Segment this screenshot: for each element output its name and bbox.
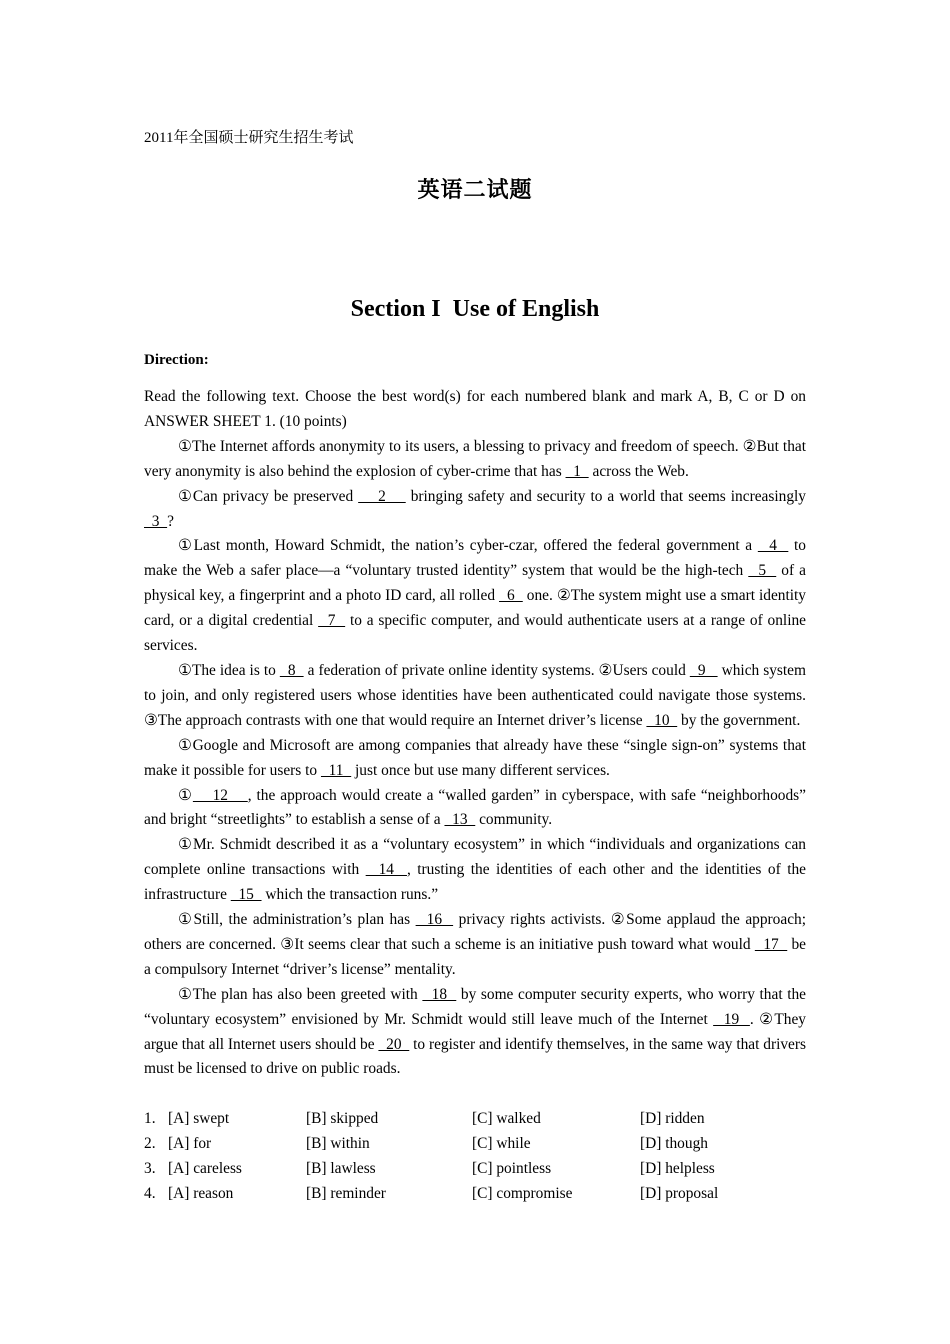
blank-15: 15 [230,886,262,904]
option-c: [C] compromise [472,1184,573,1202]
blank-17: 17 [754,935,788,953]
blank-16: 16 [415,911,454,929]
text-segment: a federation of private online identity systems. ②Users could [303,661,690,679]
exam-header-line: 2011年全国硕士研究生招生考试 [144,130,354,146]
option-b: [B] skipped [306,1110,379,1127]
option-d: [D] ridden [640,1110,705,1127]
question-number: 2. [144,1134,156,1152]
paragraph-1 [144,435,806,485]
text-segment: ①Still, the administration’s plan has [178,911,416,929]
text-segment: privacy rights activists. ②Some applaud the approach; others are concerned. ③It seems clear that such a scheme is an initiative push toward what would [144,911,807,953]
text-segment: , the approach would create a “walled garden” in cyberspace, with safe “neighborhoods” and bright “streetlights” to establish a sense of a [144,786,806,829]
text-segment: community. [475,811,553,829]
text-segment: ①The Internet affords anonymity to its users, a blessing to privacy and freedom of speech. ②But that very anonymity is also behind the explosion of cyber-crime that has [144,437,806,480]
instructions: Read the following text. Choose the best word(s) for each numbered blank and mark A, B, C or D on ANSWER SHEET 1. (10 points) [144,388,806,430]
text-segment: to a specific computer, and would authenticate users at a range of online services. [144,612,807,655]
page-title: 英语二试题 [417,178,533,203]
blank-12: 12 [192,786,248,804]
text-segment: ①The idea is to [178,661,280,679]
blank-6: 6 [499,587,523,605]
text-segment: . ②They argue that all Internet users should be [144,1010,806,1053]
paragraph-2 [144,485,806,535]
blank-9: 9 [689,661,718,679]
text-segment: of a physical key, a fingerprint and a photo ID card, all rolled [144,562,806,605]
blank-5: 5 [748,562,777,580]
text-segment: be a compulsory Internet “driver’s license” mentality. [144,935,807,978]
option-row [144,1182,806,1207]
blank-20: 20 [378,1035,410,1053]
paragraph-7 [144,833,806,908]
text-segment: ①The plan has also been greeted with [178,985,423,1003]
text-segment: to register and identify themselves, in the same way that drivers must be licensed to drive on public roads. [144,1035,807,1078]
option-a: [A] reason [168,1184,234,1202]
option-c: [C] while [472,1134,531,1152]
text-segment: which system to join, and only registered users whose identities have been authenticated could navigate those systems. ③The approach contrasts with one that would require an Internet driver’s license [144,661,806,729]
option-a: [A] swept [168,1110,230,1127]
blank-14: 14 [365,861,407,879]
text-segment: ①Last month, Howard Schmidt, the nation’s cyber-czar, offered the federal government a [178,537,758,555]
blank-3: 3 [144,512,168,530]
text-segment: ① [178,786,193,804]
text-segment: by some computer security experts, who worry that the “voluntary ecosystem” envisioned by Mr. Schmidt would still leave much of the Internet [144,985,807,1028]
blank-13: 13 [444,811,476,829]
text-segment: bringing safety and security to a world that seems increasingly [405,487,807,505]
option-c: [C] pointless [472,1159,552,1177]
text-segment: which the transaction runs.” [261,886,439,904]
option-a: [A] careless [168,1159,242,1177]
option-b: [B] reminder [306,1184,386,1202]
text-segment: just once but use many different services. [351,761,610,779]
option-d: [D] though [640,1134,708,1152]
blank-8: 8 [279,661,304,679]
paragraph-4 [144,659,806,734]
option-b: [B] lawless [306,1159,376,1177]
text-segment: one. ②The system might use a smart identity card, or a digital credential [144,587,806,630]
text-segment: ①Can privacy be preserved [178,487,359,505]
text-segment: to make the Web a safer place—a “voluntary trusted identity” system that would be the high-tech [144,537,806,580]
text-segment: across the Web. [588,462,689,480]
paragraph-5 [144,734,806,784]
text-segment: ? [167,512,174,530]
blank-7: 7 [318,612,346,630]
option-row [144,1157,806,1182]
text-segment: ①Google and Microsoft are among companies that already have these “single sign-on” systems that make it possible for users to [144,736,806,779]
option-d: [D] proposal [640,1184,719,1202]
blank-19: 19 [713,1010,750,1028]
passage [144,385,806,1082]
blank-18: 18 [422,985,457,1003]
text-segment: , trusting the identities of each other and the identities of the infrastructure [144,861,806,904]
blank-4: 4 [757,537,789,555]
blank-11: 11 [320,761,352,779]
paragraph-8 [144,908,806,983]
text-segment: ①Mr. Schmidt described it as a “voluntary ecosystem” in which “individuals and organizations can complete online transactions with [144,836,806,879]
blank-2: 2 [358,487,406,505]
section-title: Section I Use of English [350,296,600,322]
answer-options [144,1107,806,1207]
option-row [144,1107,806,1132]
question-number: 4. [144,1184,156,1202]
option-d: [D] helpless [640,1159,715,1177]
text-segment: by the government. [677,711,801,729]
direction-label: Direction: [144,352,209,368]
option-c: [C] walked [472,1110,541,1127]
blank-1: 1 [565,462,589,480]
option-a: [A] for [168,1134,212,1152]
question-number: 3. [144,1159,156,1177]
blank-10: 10 [646,711,678,729]
option-row [144,1132,806,1157]
paragraph-6 [144,784,806,834]
question-number: 1. [144,1110,156,1127]
paragraph-9 [144,983,806,1083]
option-b: [B] within [306,1134,370,1152]
paragraph-3 [144,534,806,659]
